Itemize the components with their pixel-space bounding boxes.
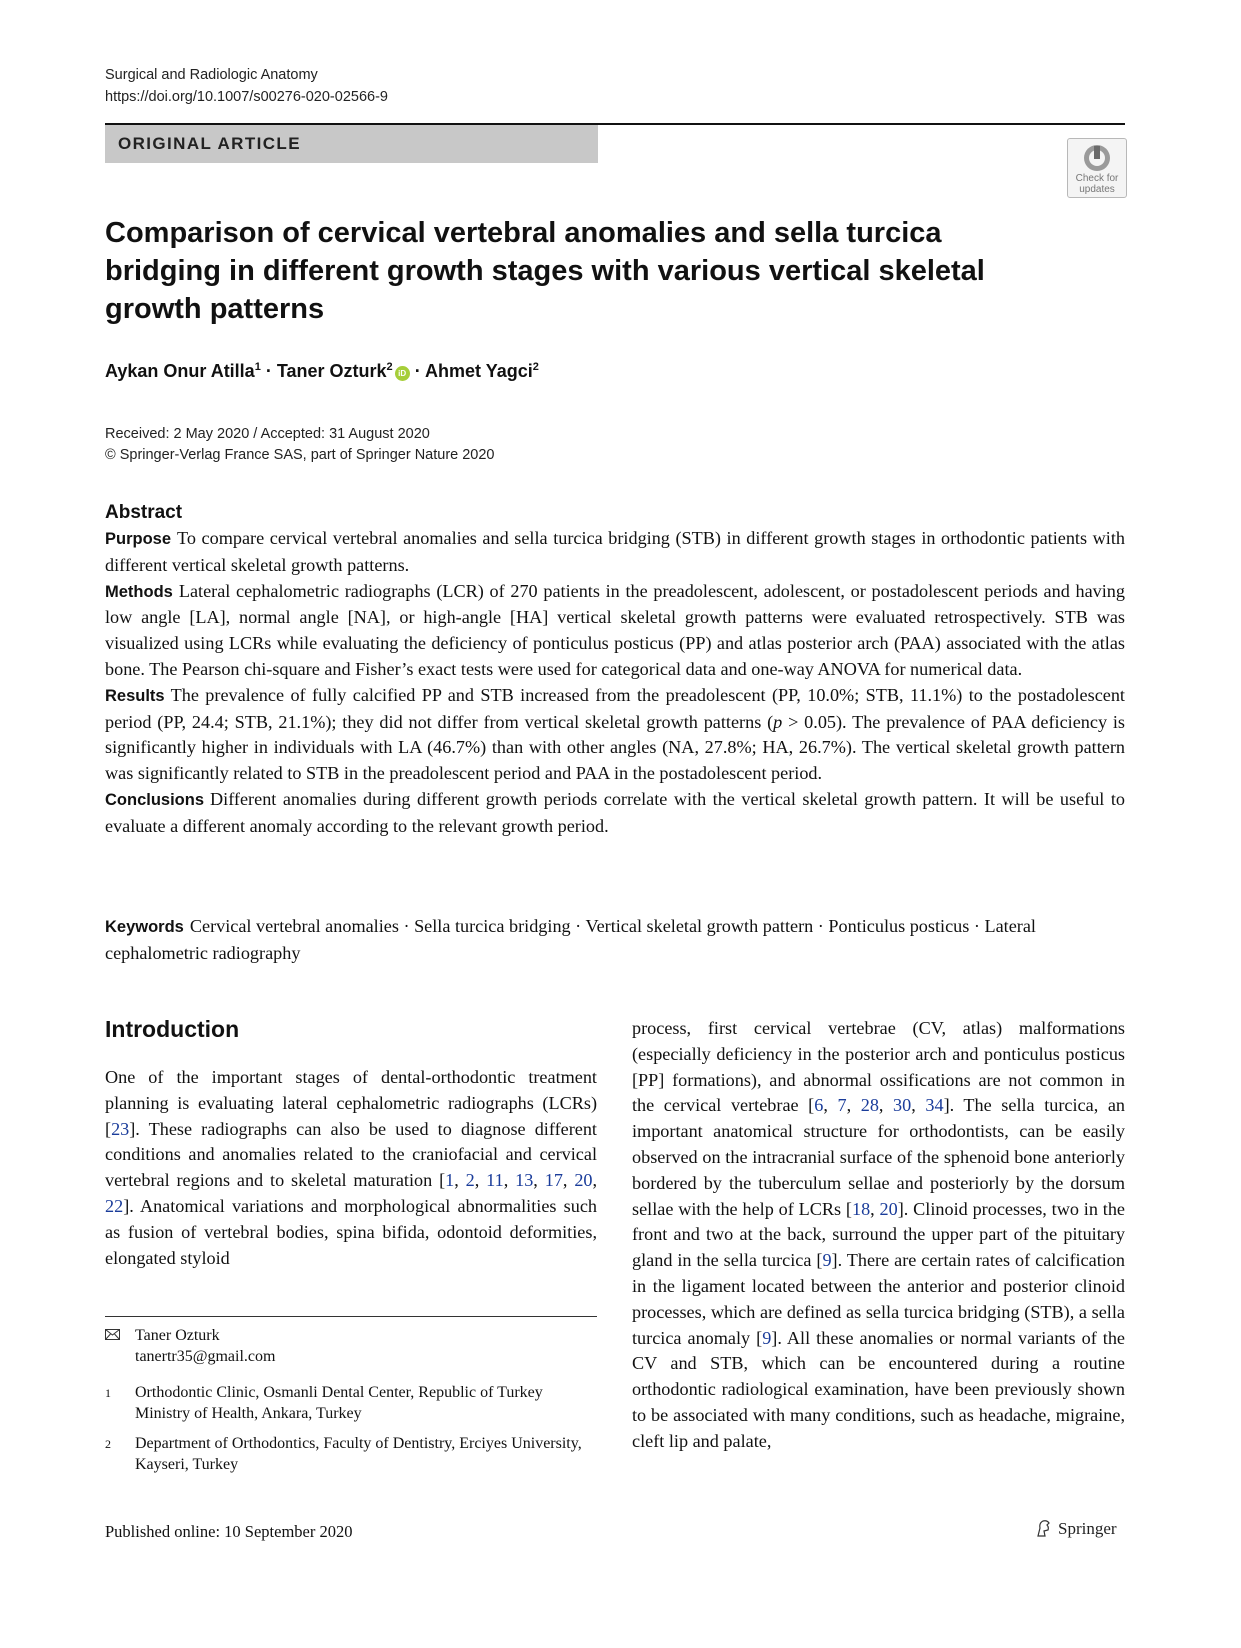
citation-link[interactable]: 6 — [814, 1095, 824, 1116]
body-text: ]. The sella turcica, an important anatomical structure for orthodontists, can be easily observed on the intracranial surface of the sphenoid bone anteriorly bordered by the tuberculum sellae and posteriorly by the dorsum sellae with the help of LCRs [ — [632, 1095, 1125, 1219]
citation-link[interactable]: 9 — [762, 1327, 772, 1348]
affiliation-mark: 1 — [254, 361, 261, 373]
crossmark-label-2: updates — [1079, 184, 1115, 195]
corresponding-email[interactable]: tanertr35@gmail.com — [135, 1347, 276, 1365]
corresponding-name: Taner Ozturk — [135, 1327, 220, 1344]
results-text-cont: > 0.05). The prevalence of PAA deficiency is significantly higher in individuals with LA (46.7%) than with other angles (NA, 27.8%; HA, 26.7%). The vertical skeletal growth pattern was significantly related to STB in the preadolescent period and PAA in the postadolescent period. — [105, 711, 1125, 784]
affiliation-text: Department of Orthodontics, Faculty of Dentistry, Erciyes University, Kayseri, Turkey — [135, 1435, 582, 1473]
p-value-symbol: p — [773, 711, 783, 732]
results-label: Results — [105, 686, 165, 705]
citation-link[interactable]: 20 — [879, 1198, 898, 1219]
article-type-label: ORIGINAL ARTICLE — [118, 134, 301, 153]
orcid-icon[interactable]: iD — [395, 366, 410, 381]
author-name[interactable]: Ahmet Yagci — [425, 361, 533, 381]
abstract-purpose — [105, 526, 1125, 579]
introduction-left-column: One of the important stages of dental-orthodontic treatment planning is evaluating lateral cephalometric radiographs (LCRs) [23]. These radiographs can also be used to diagnose different conditions and anomalies related to the craniofacial and cervical vertebral regions and to skeletal maturation [1, 2, 11, 13, 17, 20, 22]. Anatomical variations and morphological abnormalities such as fusion of vertebral bodies, spina bifida, odontoid deformities, elongated styloid — [105, 1067, 598, 1268]
corresponding-author — [105, 1326, 597, 1367]
citation-link[interactable]: 30 — [893, 1095, 912, 1116]
citation-link[interactable]: 7 — [837, 1095, 847, 1116]
citation-link[interactable]: 17 — [544, 1170, 563, 1191]
check-for-updates-button[interactable] — [1067, 138, 1127, 198]
body-text: ]. All these anomalies or normal variants of the CV and STB, which can be encountered during a routine orthodontic radiological examination, have been previously shown to be associated with many conditions, such as headache, migraine, cleft lip and palate, — [632, 1327, 1125, 1451]
author-name[interactable]: Taner Ozturk — [276, 361, 387, 381]
results-text: The prevalence of fully calcified PP and STB increased from the preadolescent (PP, 10.0%; STB, 11.1%) to the postadolescent period (PP, 24.4; STB, 21.1%); they did not differ from vertical skeletal growth patterns ( — [105, 684, 1125, 732]
citation-link[interactable]: 1 — [445, 1170, 455, 1191]
citation-link[interactable]: 20 — [574, 1170, 593, 1191]
affiliation-2 — [105, 1434, 597, 1475]
article-title: Comparison of cervical vertebral anomalies and sella turcica bridging in different growth stages with various vertical skeletal growth patterns — [105, 217, 985, 325]
introduction-heading: Introduction — [105, 1016, 240, 1042]
keywords — [105, 914, 1125, 967]
body-text: ]. Anatomical variations and morphological abnormalities such as fusion of vertebral bodies, spina bifida, odontoid deformities, elongated styloid — [105, 1195, 597, 1268]
purpose-label: Purpose — [105, 530, 172, 548]
article-type-banner — [105, 125, 598, 163]
abstract-body — [105, 526, 1125, 840]
crossmark-icon — [1082, 143, 1112, 173]
citation-link[interactable]: 18 — [851, 1198, 871, 1219]
citation-link[interactable]: 9 — [822, 1250, 832, 1271]
citation-link[interactable]: 22 — [105, 1195, 124, 1216]
purpose-text: To compare cervical vertebral anomalies and sella turcica bridging (STB) in different growth stages in orthodontic patients with different vertical skeletal growth patterns. — [105, 528, 1125, 575]
conclusions-label: Conclusions — [105, 790, 205, 809]
methods-text: Lateral cephalometric radiographs (LCR) of 270 patients in the preadolescent, adolescent, or postadolescent periods and having low angle [LA], normal angle [NA], or high-angle [HA] vertical skeletal growth patterns were evaluated retrospectively. STB was visualized using LCRs while evaluating the deficiency of ponticulus posticus (PP) and atlas posterior arch (PAA) associated with the atlas bone. The Pearson chi-square and Fisher’s exact tests were used for categorical data and one-way ANOVA for numerical data. — [105, 580, 1125, 679]
body-text: process, first cervical vertebrae (CV, atlas) malformations (especially deficiency in the posterior arch and ponticulus posticus [PP] formations), and abnormal ossifications are not common in the cervical vertebrae [ — [632, 1018, 1125, 1116]
publisher-logo — [1034, 1518, 1117, 1539]
keywords-text: Cervical vertebral anomalies · Sella turcica bridging · Vertical skeletal growth pattern · Ponticulus posticus · Lateral cephalometric radiography — [105, 916, 1036, 963]
affiliation-number: 2 — [105, 1437, 111, 1451]
springer-horse-icon — [1034, 1518, 1054, 1538]
affiliation-mark: 2 — [386, 361, 393, 373]
affiliation-1 — [105, 1383, 597, 1424]
body-text: One of the important stages of dental-orthodontic treatment planning is evaluating lateral cephalometric radiographs (LCRs) [ — [105, 1067, 597, 1139]
citation-link[interactable]: 23 — [111, 1118, 130, 1139]
citation-link[interactable]: 28 — [860, 1095, 879, 1116]
envelope-icon — [105, 1329, 120, 1340]
citation-link[interactable]: 34 — [925, 1095, 944, 1116]
published-online: Published online: 10 September 2020 — [105, 1522, 353, 1541]
citation-link[interactable]: 2 — [465, 1170, 475, 1191]
author-name[interactable]: Aykan Onur Atilla — [105, 361, 255, 381]
doi-link[interactable]: https://doi.org/10.1007/s00276-020-02566-9 — [105, 89, 388, 105]
crossmark-label-1: Check for — [1075, 173, 1119, 184]
article-dates — [105, 424, 495, 466]
methods-label: Methods — [105, 582, 173, 601]
citation-link[interactable]: 11 — [486, 1170, 504, 1191]
publisher-name: Springer — [1058, 1519, 1117, 1538]
footnote-rule — [105, 1316, 597, 1317]
journal-name: Surgical and Radiologic Anatomy — [105, 67, 318, 83]
affiliation-mark: 2 — [532, 361, 539, 373]
citation-link[interactable]: 13 — [515, 1170, 534, 1191]
abstract-heading: Abstract — [105, 502, 183, 523]
abstract-methods — [105, 579, 1125, 683]
copyright-notice: © Springer-Verlag France SAS, part of Springer Nature 2020 — [105, 447, 495, 463]
affiliation-text: Orthodontic Clinic, Osmanli Dental Center, Republic of Turkey Ministry of Health, Ankara, Turkey — [135, 1384, 543, 1422]
footnotes — [105, 1326, 597, 1484]
author-list — [105, 361, 539, 382]
abstract-conclusions — [105, 787, 1125, 840]
affiliation-number: 1 — [105, 1386, 111, 1400]
conclusions-text: Different anomalies during different growth periods correlate with the vertical skeletal growth pattern. It will be useful to evaluate a different anomaly according to the relevant growth period. — [105, 788, 1125, 836]
author-separator: · — [414, 361, 421, 381]
body-text: ]. There are certain rates of calcification in the ligament located between the anterior and posterior clinoid processes, which are defined as sella turcica bridging (STB), a sella turcica anomaly [ — [632, 1250, 1125, 1348]
introduction-right-column: process, first cervical vertebrae (CV, atlas) malformations (especially deficiency in the posterior arch and ponticulus posticus [PP] formations), and abnormal ossifications are not common in the cervical vertebrae [6, 7, 28, 30, 34]. The sella turcica, an important anatomical structure for orthodontists, can be easily observed on the intracranial surface of the sphenoid bone anteriorly bordered by the tuberculum sellae and posteriorly by the dorsum sellae with the help of LCRs [18, 20]. Clinoid processes, two in the front and two at the back, surround the upper part of the pituitary gland in the sella turcica [9]. There are certain rates of calcification in the ligament located between the anterior and posterior clinoid processes, which are defined as sella turcica bridging (STB), a sella turcica anomaly [9]. All these anomalies or normal variants of the CV and STB, which can be encountered during a routine orthodontic radiological examination, have been previously shown to be associated with many conditions, such as headache, migraine, cleft lip and palate, — [632, 1018, 1125, 1451]
journal-header — [105, 64, 388, 108]
author-separator: · — [265, 361, 272, 381]
abstract-results — [105, 683, 1125, 787]
keywords-label: Keywords — [105, 918, 184, 936]
received-accepted: Received: 2 May 2020 / Accepted: 31 August 2020 — [105, 426, 430, 442]
body-text: ]. These radiographs can also be used to diagnose different conditions and anomalies related to the craniofacial and cervical vertebral regions and to skeletal maturation [ — [105, 1118, 597, 1191]
body-text: ]. Clinoid processes, two in the front and two at the back, surround the upper part of the pituitary gland in the sella turcica [ — [632, 1198, 1125, 1271]
